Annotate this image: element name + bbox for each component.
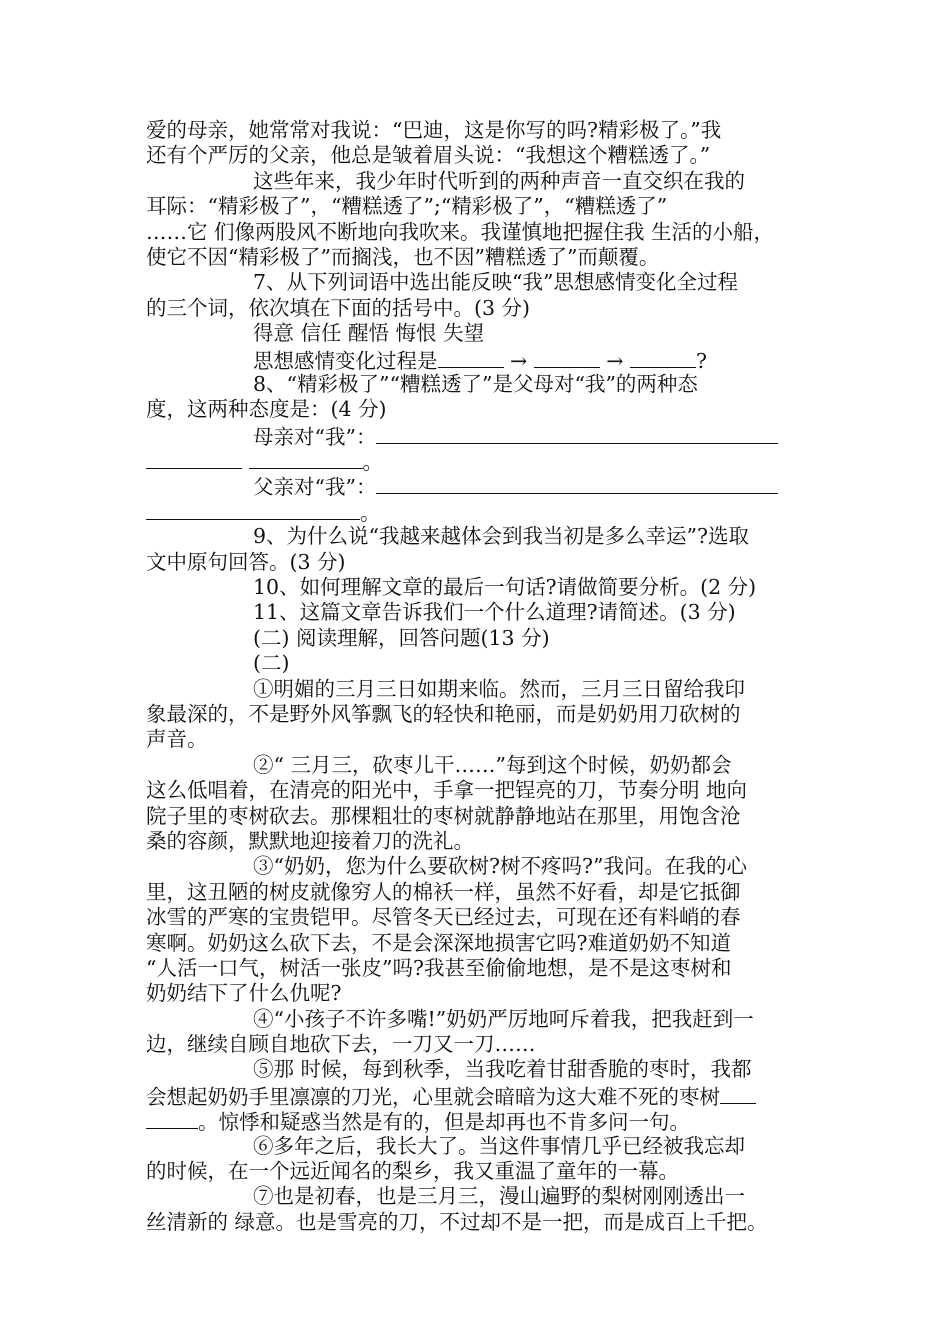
section-label: (二) xyxy=(253,651,290,676)
text-line: 寒啊。奶奶这么砍下去，不是会深深地损害它吗?难道奶奶不知道 xyxy=(146,930,731,955)
question-8: 8、“精彩极了”“糟糕透了”是父母对“我”的两种态 xyxy=(253,371,698,396)
text-line: 声音。 xyxy=(146,727,208,752)
answer-blank-3[interactable] xyxy=(630,347,696,368)
mother-answer-blank-2b[interactable] xyxy=(249,448,363,469)
question-7: 7、从下列词语中选出能反映“我”思想感情变化全过程 xyxy=(253,270,739,295)
text-line: 奶奶结下了什么仇呢? xyxy=(146,981,342,1006)
change-process-label: 思想感情变化过程是 xyxy=(253,348,438,373)
text-line: ……它 们像两股风不断地向我吹来。我谨慎地把握住我 生活的小船， xyxy=(146,219,775,244)
father-answer-blank-2[interactable] xyxy=(146,499,360,520)
answer-blank-1[interactable] xyxy=(438,347,504,368)
document-page xyxy=(146,118,821,1235)
paragraph-1: ①明媚的三月三日如期来临。然而，三月三日留给我印 xyxy=(253,676,745,701)
mother-label: 母亲对“我”： xyxy=(253,424,377,449)
text-line: 的三个词，依次填在下面的括号中。(3 分) xyxy=(146,295,531,320)
paragraph-5: ⑤那 时候，每到秋季，当我吃着甘甜香脆的枣时，我都 xyxy=(253,1057,752,1082)
paragraph-4: ④“小孩子不许多嘴!”奶奶严厉地呵斥着我，把我赶到一 xyxy=(253,1006,754,1031)
text-line: 度，这两种态度是：(4 分) xyxy=(146,397,387,422)
text-line: 耳际：“精彩极了”，“糟糕透了”;“精彩极了”，“糟糕透了” xyxy=(146,194,668,219)
paragraph-5-line-2 xyxy=(146,1083,821,1108)
text-line: 文中原句回答。(3 分) xyxy=(146,549,346,574)
text-line: “人活一口气，树活一张皮”吗?我甚至偷偷地想，是不是这枣树和 xyxy=(146,955,732,980)
answer-blank-2[interactable] xyxy=(534,347,600,368)
paragraph-6: ⑥多年之后，我长大了。当这件事情几乎已经被我忘却 xyxy=(253,1133,745,1158)
line-end-mark: ? xyxy=(696,348,707,373)
arrow-icon: → xyxy=(606,348,624,373)
mother-answer-line-2 xyxy=(146,448,821,473)
paragraph-7: ⑦也是初春，也是三月三，漫山遍野的梨树刚刚透出一 xyxy=(253,1184,745,1209)
text-segment: 。惊悸和疑惑当然是有的，但是却再也不肯多问一句。 xyxy=(198,1110,690,1135)
text-line: 这些年来，我少年时代听到的两种声音一直交织在我的 xyxy=(253,168,745,193)
paragraph-3: ③“奶奶，您为什么要砍树?树不疼吗?”我问。在我的心 xyxy=(253,854,747,879)
period: 。 xyxy=(360,500,381,525)
change-process-line xyxy=(146,347,821,372)
word-choices: 得意 信任 醒悟 悔恨 失望 xyxy=(253,321,485,346)
father-answer-line xyxy=(146,473,821,498)
period: 。 xyxy=(362,450,384,475)
father-answer-blank[interactable] xyxy=(376,473,778,494)
question-10: 10、如何理解文章的最后一句话?请做简要分析。(2 分) xyxy=(253,575,757,600)
mother-answer-blank[interactable] xyxy=(376,423,778,444)
section-heading: (二) 阅读理解，回答问题(13 分) xyxy=(253,625,550,650)
mother-answer-blank-2a[interactable] xyxy=(146,448,242,469)
father-answer-line-2 xyxy=(146,499,821,524)
text-line: 象最深的，不是野外风筝飘飞的轻快和艳丽，而是奶奶用刀砍树的 xyxy=(146,701,741,726)
text-line: 还有个严厉的父亲，他总是皱着眉头说：“我想这个糟糕透了。” xyxy=(146,143,711,168)
text-line: 爱的母亲，她常常对我说：“巴迪，这是你写的吗?精彩极了。”我 xyxy=(146,118,722,142)
mother-answer-line xyxy=(146,423,821,448)
text-line: 边，继续自顾自地砍下去，一刀又一刀…… xyxy=(146,1032,536,1057)
question-9: 9、为什么说“我越来越体会到我当初是多么幸运”?选取 xyxy=(253,524,749,549)
paragraph-2: ②“ 三月三，砍枣儿干……”每到这个时候，奶奶都会 xyxy=(253,752,732,777)
text-line: 冰雪的严寒的宝贵铠甲。尽管冬天已经过去，可现在还有料峭的春 xyxy=(146,905,741,930)
text-line: 丝清新的 绿意。也是雪亮的刀，不过却不是一把，而是成百上千把。 xyxy=(146,1209,768,1234)
father-label: 父亲对“我”： xyxy=(253,475,377,500)
text-line: 里，这丑陋的树皮就像穷人的棉袄一样，虽然不好看，却是它抵御 xyxy=(146,879,741,904)
text-line: 的时候，在一个远近闻名的梨乡，我又重温了童年的一幕。 xyxy=(146,1159,679,1184)
text-line: 院子里的枣树砍去。那棵粗壮的枣树就静静地站在那里，用饱含沧 xyxy=(146,803,741,828)
arrow-icon: → xyxy=(510,348,528,373)
text-line: 使它不因“精彩极了”而搁浅，也不因”糟糕透了”而颠覆。 xyxy=(146,244,660,269)
fill-blank-a[interactable] xyxy=(720,1083,756,1104)
fill-blank-b[interactable] xyxy=(146,1108,198,1129)
text-line: 这么低唱着，在清亮的阳光中，手拿一把锃亮的刀，节奏分明 地向 xyxy=(146,778,748,803)
question-11: 11、这篇文章告诉我们一个什么道理?请简述。(3 分) xyxy=(253,600,736,625)
text-segment: 会想起奶奶手里凛凛的刀光，心里就会暗暗为这大难不死的枣树 xyxy=(146,1084,720,1109)
text-line: 桑的容颜，默默地迎接着刀的洗礼。 xyxy=(146,828,474,853)
paragraph-5-line-3 xyxy=(146,1108,821,1133)
